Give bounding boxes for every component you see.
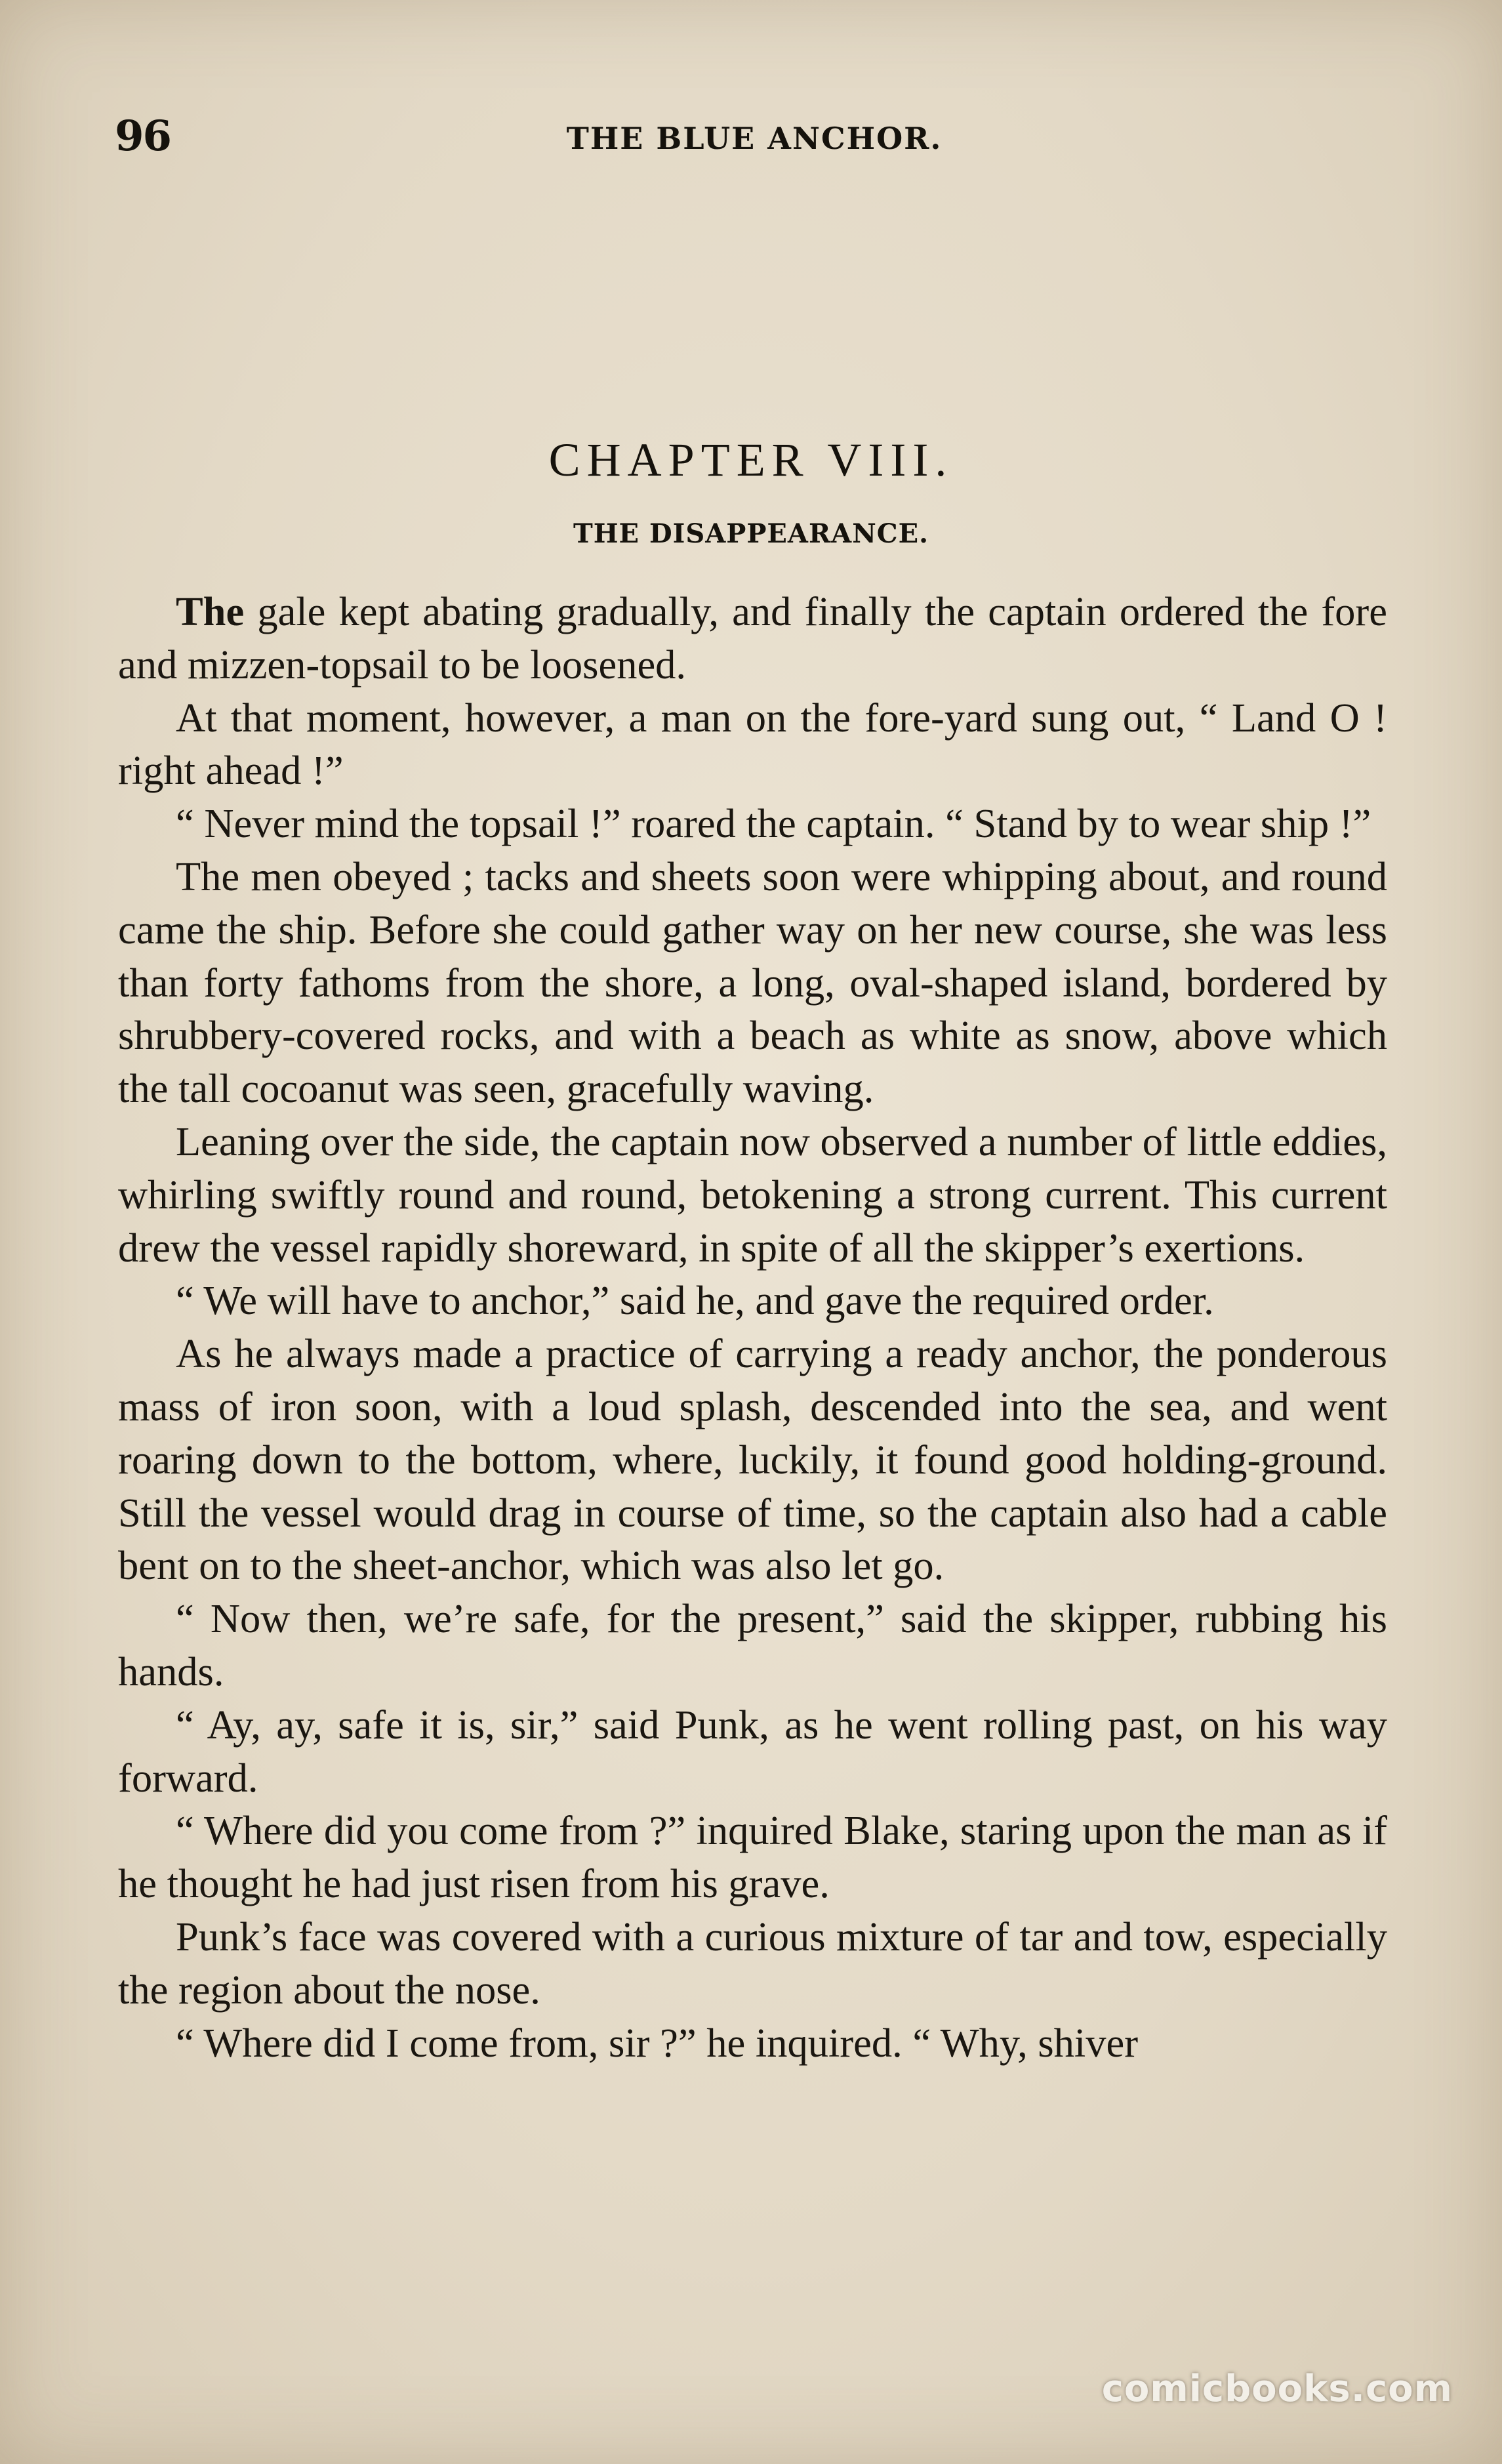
paragraph [118, 1115, 1387, 1274]
paragraph [118, 1327, 1387, 1592]
paragraph-lead-word: The [176, 588, 245, 634]
paragraph [118, 1274, 1387, 1327]
paragraph-text: “ Ay, ay, safe it is, sir,” said Punk, as he went rolling past, on his way forward. [118, 1701, 1387, 1801]
page-header [115, 112, 1394, 171]
paragraph [118, 585, 1387, 691]
paragraph-text: “ Where did you come from ?” inquired Blake, staring upon the man as if he thought he had just risen from his grave. [118, 1807, 1387, 1907]
chapter-title: CHAPTER VIII. [548, 434, 954, 486]
page-number: 96 [115, 112, 171, 161]
paragraph-text: At that moment, however, a man on the fore-yard sung out, “ Land O ! right ahead !” [118, 694, 1387, 794]
paragraph-text: “ Where did I come from, sir ?” he inquired. “ Why, shiver [176, 2019, 1139, 2066]
chapter-body [118, 585, 1387, 2069]
paragraph [118, 2017, 1387, 2070]
paragraph-text: “ We will have to anchor,” said he, and gave the required order. [176, 1277, 1214, 1324]
paragraph [118, 797, 1387, 850]
paragraph-text: “ Now then, we’re safe, for the present,” said the skipper, rubbing his hands. [118, 1595, 1387, 1694]
paragraph [118, 691, 1387, 798]
paragraph-text: gale kept abating gradually, and finally the captain ordered the fore and mizzen-topsail to be loosened. [118, 588, 1387, 688]
paragraph-text: “ Never mind the topsail !” roared the captain. “ Stand by to wear ship !” [176, 800, 1371, 847]
paragraph [118, 1804, 1387, 1910]
paragraph [118, 850, 1387, 1115]
paragraph-text: Leaning over the side, the captain now observed a number of little eddies, whirling swiftly round and round, betokening a strong current. This current drew the vessel rapidly shoreward, in spite of all the skipper’s exertions. [118, 1118, 1387, 1271]
paragraph-text: The men obeyed ; tacks and sheets soon were whipping about, and round came the ship. Before she could gather way on her new course, she was less than forty fathoms from the shore, a long, oval-shaped island, bordered by shrubbery-covered rocks, and with a beach as white as snow, above which the tall cocoanut was seen, gracefully waving. [118, 853, 1387, 1112]
paragraph-text: As he always made a practice of carrying a ready anchor, the ponderous mass of iron soon, with a loud splash, descended into the sea, and went roaring down to the bottom, where, luckily, it found good holding-ground. Still the vessel would drag in course of time, so the captain also had a cable bent on to the sheet-anchor, which was also let go. [118, 1330, 1387, 1589]
running-title: THE BLUE ANCHOR. [566, 121, 943, 156]
paragraph-text: Punk’s face was covered with a curious mixture of tar and tow, especially the region about the nose. [118, 1913, 1387, 2013]
paragraph [118, 1592, 1387, 1698]
watermark: comicbooks.com [1101, 2368, 1453, 2410]
chapter-subtitle: THE DISAPPEARANCE. [573, 518, 929, 549]
paragraph [118, 1910, 1387, 2017]
paragraph [118, 1698, 1387, 1805]
